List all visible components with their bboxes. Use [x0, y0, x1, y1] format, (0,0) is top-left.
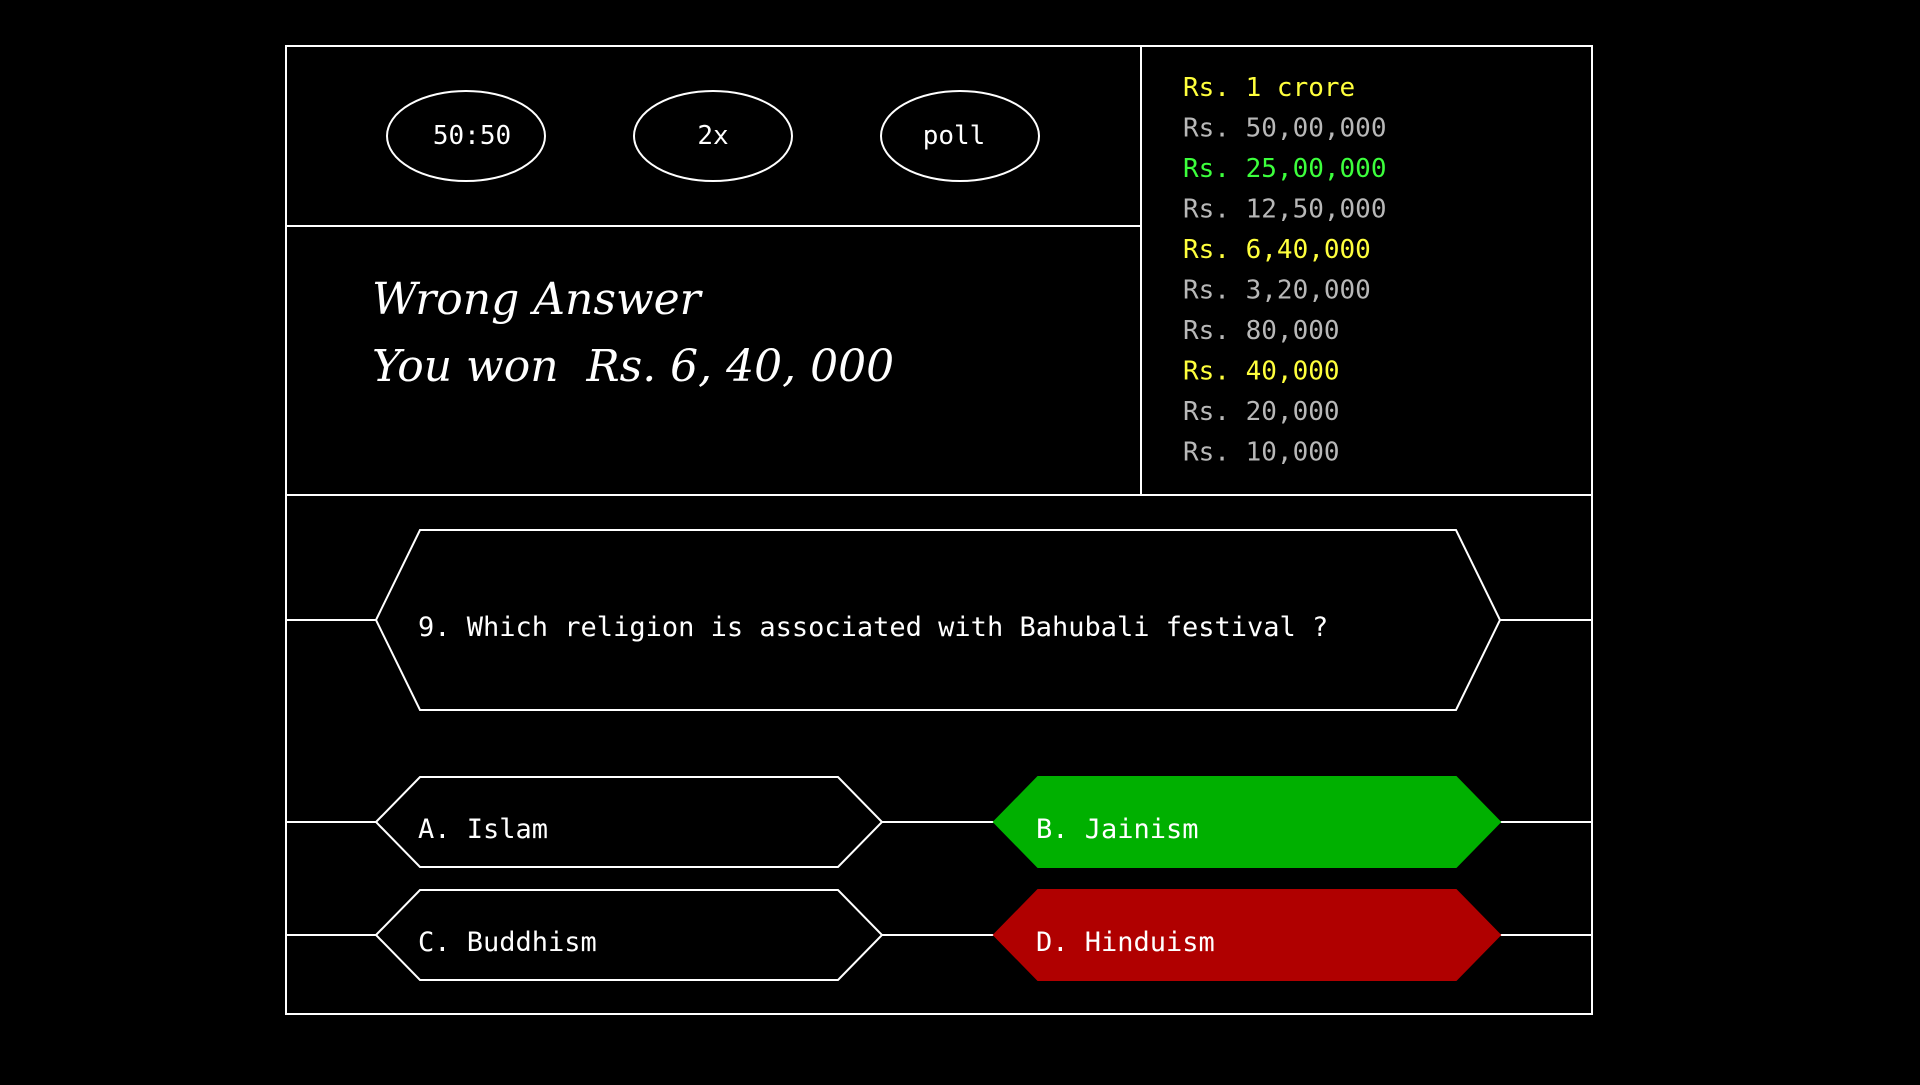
prize-ladder-row: Rs. 1 crore — [1183, 73, 1356, 103]
lifeline-50-50-label: 50:50 — [432, 121, 512, 151]
option-b-label: B. Jainism — [1036, 814, 1199, 845]
lifeline-50-50[interactable] — [387, 91, 545, 181]
prize-ladder-row: Rs. 80,000 — [1183, 316, 1340, 346]
prize-ladder-row: Rs. 6,40,000 — [1183, 235, 1371, 265]
prize-ladder-row: Rs. 10,000 — [1183, 437, 1340, 468]
result-message — [372, 274, 894, 392]
option-d[interactable] — [994, 890, 1500, 980]
lifeline-audience-poll-label: poll — [922, 121, 986, 151]
question-text: 9. Which religion is associated with Bahubali festival ? — [418, 612, 1329, 643]
prize-ladder-row: Rs. 20,000 — [1183, 397, 1340, 427]
lifelines-panel — [387, 91, 1039, 181]
option-d-label: D. Hinduism — [1036, 927, 1215, 958]
option-c[interactable] — [376, 890, 882, 980]
result-title: Wrong Answer — [372, 274, 701, 325]
prize-ladder — [1183, 73, 1387, 468]
option-a[interactable] — [376, 777, 882, 867]
answer-options — [286, 777, 1592, 980]
prize-ladder-row: Rs. 3,20,000 — [1183, 275, 1371, 306]
lifeline-double-dip-label: 2x — [697, 121, 729, 151]
option-c-label: C. Buddhism — [418, 927, 597, 958]
prize-ladder-row: Rs. 40,000 — [1183, 356, 1340, 387]
option-b[interactable] — [994, 777, 1500, 867]
prize-ladder-row: Rs. 12,50,000 — [1183, 194, 1387, 225]
question-panel — [286, 530, 1592, 710]
lifeline-double-dip[interactable] — [634, 91, 792, 181]
result-winnings: You won Rs. 6, 40, 000 — [372, 341, 895, 392]
prize-ladder-row: Rs. 50,00,000 — [1183, 113, 1387, 144]
prize-ladder-row: Rs. 25,00,000 — [1183, 154, 1387, 184]
option-a-label: A. Islam — [418, 814, 549, 845]
lifeline-audience-poll[interactable] — [881, 91, 1039, 181]
